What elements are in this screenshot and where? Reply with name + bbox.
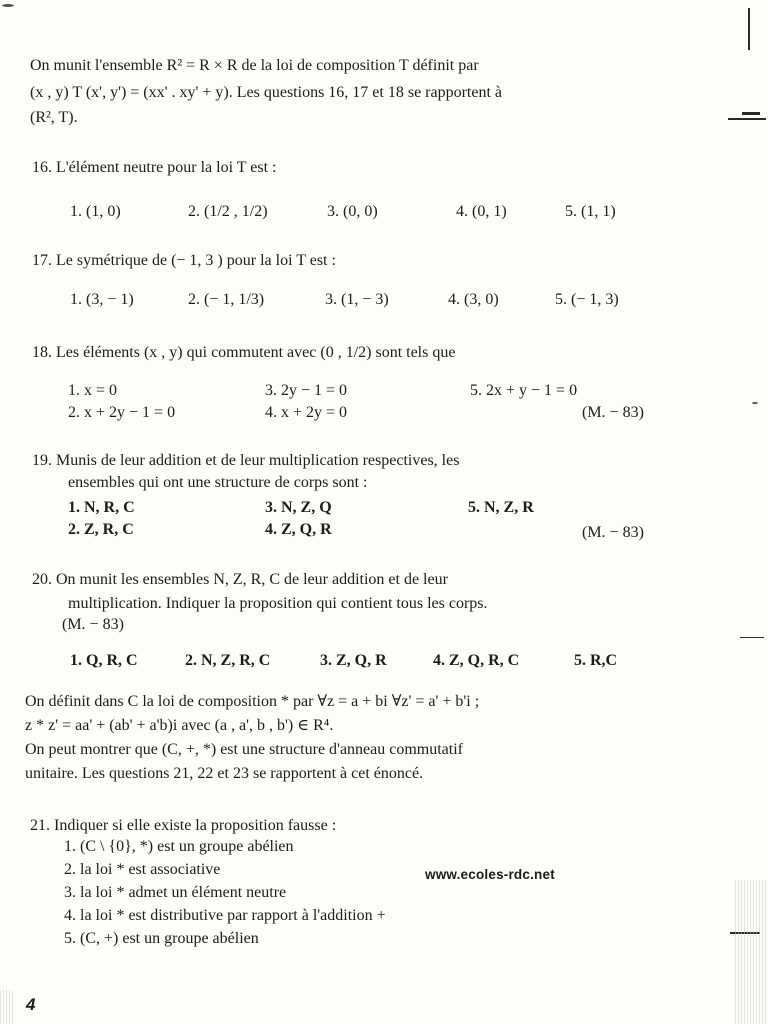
scan-artifact-right-2 [742, 112, 760, 115]
q18-option-5: 5. 2x + y − 1 = 0 [470, 382, 578, 399]
q18-option-1: 1. x = 0 [68, 382, 118, 399]
q20-option-3: 3. Z, Q, R [320, 652, 387, 669]
q18-source: (M. − 83) [582, 404, 644, 421]
scan-speck-2 [2, 4, 14, 7]
q18-stem: 18. Les éléments (x , y) qui commutent avec (0 , 1/2) sont tels que [32, 344, 456, 361]
intro-line-3: (R², T). [30, 109, 78, 126]
q17-option-3: 3. (1, − 3) [325, 291, 389, 308]
q18-option-2: 2. x + 2y − 1 = 0 [68, 404, 176, 421]
q16-option-3: 3. (0, 0) [327, 203, 378, 220]
q16-option-5: 5. (1, 1) [565, 203, 616, 220]
q20-option-1: 1. Q, R, C [70, 652, 138, 669]
q20-stem-line-3: (M. − 83) [62, 616, 124, 633]
definition-line-3: On peut montrer que (C, +, *) est une structure d'anneau commutatif [25, 741, 463, 758]
q19-stem-line-1: 19. Munis de leur addition et de leur multiplication respectives, les [32, 452, 460, 469]
q17-option-5: 5. (− 1, 3) [555, 291, 619, 308]
q19-option-5: 5. N, Z, R [468, 499, 534, 516]
q21-option-1: 1. (C \ {0}, *) est un groupe abélien [64, 838, 294, 855]
q20-stem-line-1: 20. On munit les ensembles N, Z, R, C de leur addition et de leur [32, 571, 448, 588]
q19-source: (M. − 83) [582, 524, 644, 541]
q16-option-1: 1. (1, 0) [70, 203, 121, 220]
q21-option-2: 2. la loi * est associative [64, 861, 221, 878]
q19-option-1: 1. N, R, C [68, 499, 135, 516]
q21-option-4: 4. la loi * est distributive par rapport à l'addition + [64, 907, 386, 924]
scan-noise-right [735, 880, 768, 1024]
q18-option-3: 3. 2y − 1 = 0 [265, 382, 348, 399]
q16-stem: 16. L'élément neutre pour la loi T est : [32, 159, 277, 176]
q17-option-1: 1. (3, − 1) [70, 291, 134, 308]
watermark-url: www.ecoles-rdc.net [425, 867, 555, 882]
q19-option-2: 2. Z, R, C [68, 521, 134, 538]
q20-option-2: 2. N, Z, R, C [185, 652, 271, 669]
q20-stem-line-2: multiplication. Indiquer la proposition qui contient tous les corps. [68, 595, 488, 612]
q21-option-3: 3. la loi * admet un élément neutre [64, 884, 287, 901]
q20-option-5: 5. R,C [574, 652, 618, 669]
q17-stem: 17. Le symétrique de (− 1, 3 ) pour la loi T est : [32, 252, 336, 269]
scan-artifact-top-right [748, 8, 750, 50]
intro-line-2: (x , y) T (x', y') = (xx' . xy' + y). Les questions 16, 17 et 18 se rapportent à [30, 84, 503, 101]
q19-option-4: 4. Z, Q, R [265, 521, 332, 538]
q19-stem-line-2: ensembles qui ont une structure de corps sont : [68, 474, 368, 491]
q21-stem: 21. Indiquer si elle existe la proposition fausse : [30, 817, 337, 834]
definition-line-4: unitaire. Les questions 21, 22 et 23 se rapportent à cet énoncé. [25, 765, 424, 782]
intro-line-1: On munit l'ensemble R² = R × R de la loi de composition T définit par [30, 57, 479, 74]
definition-line-1: On définit dans C la loi de composition * par ∀z = a + bi ∀z' = a' + b'i ; [25, 693, 480, 710]
scan-noise-left [0, 990, 14, 1024]
scan-artifact-right-1 [728, 118, 766, 120]
q19-option-3: 3. N, Z, Q [265, 499, 332, 516]
q21-option-5: 5. (C, +) est un groupe abélien [64, 930, 259, 947]
scan-speck-1 [752, 402, 758, 404]
q17-option-4: 4. (3, 0) [448, 291, 499, 308]
page-number: 4 [26, 995, 36, 1014]
q16-option-2: 2. (1/2 , 1/2) [188, 203, 268, 220]
q16-option-4: 4. (0, 1) [456, 203, 507, 220]
q18-option-4: 4. x + 2y = 0 [265, 404, 348, 421]
q17-option-2: 2. (− 1, 1/3) [188, 291, 265, 308]
definition-line-2: z * z' = aa' + (ab' + a'b)i avec (a , a', b , b') ∈ R⁴. [25, 717, 334, 734]
q20-option-4: 4. Z, Q, R, C [433, 652, 520, 669]
scan-artifact-right-3 [740, 637, 764, 638]
